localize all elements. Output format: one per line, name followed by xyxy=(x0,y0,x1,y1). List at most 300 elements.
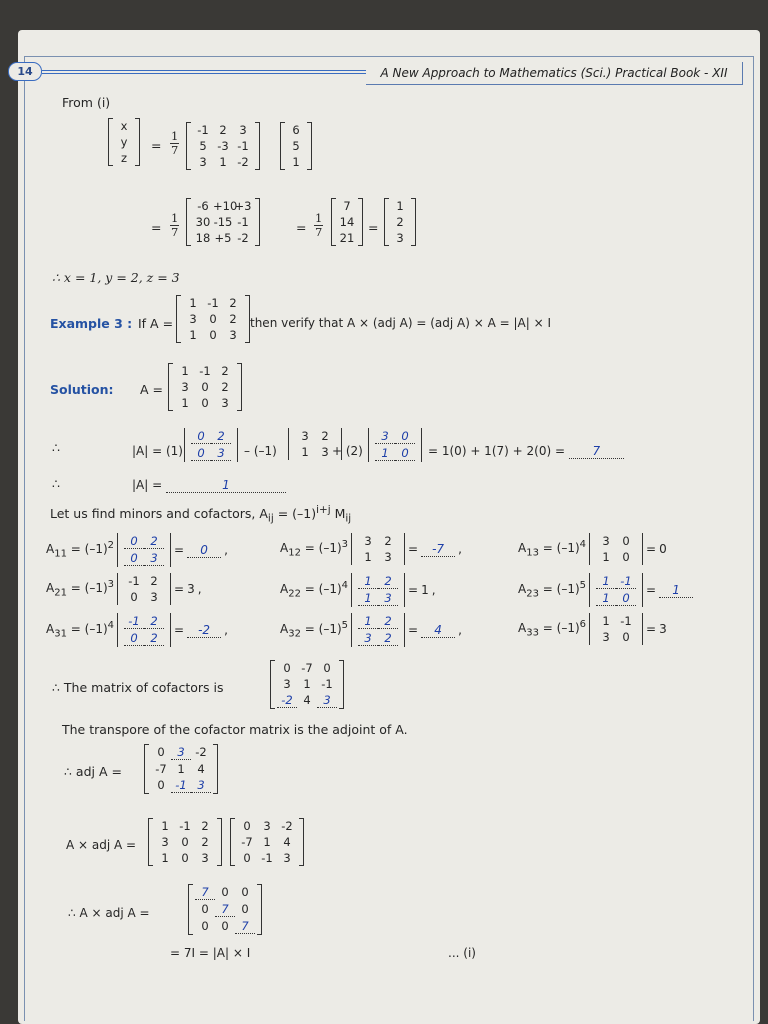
matrix-cell: 0 xyxy=(181,835,189,849)
cofactor-sign: = (–1) xyxy=(66,542,108,557)
matrix-grid xyxy=(231,818,303,866)
cofactor-power: 3 xyxy=(107,579,115,591)
det-final-value: 1 xyxy=(166,478,286,493)
matrix-cell: 0 xyxy=(124,551,144,566)
vector-xyz xyxy=(108,118,140,166)
det-lhs: |A| = (1) xyxy=(132,444,183,458)
cofactor-symbol: A xyxy=(46,581,55,596)
cofactor-sign: = (–1) xyxy=(300,622,342,637)
matrix-cell: 18 xyxy=(195,231,211,245)
matrix-grid xyxy=(189,884,261,935)
matrix-cell: 6 xyxy=(292,123,300,137)
cofactor-index: 12 xyxy=(288,547,301,559)
minor-grid xyxy=(590,573,642,607)
cofactor-entry xyxy=(280,533,462,565)
matrix-cell: -2 xyxy=(237,155,249,169)
matrix-cell: 3 xyxy=(602,534,610,548)
minor-grid xyxy=(590,533,642,565)
adj-label: ∴ adj A = xyxy=(64,764,122,779)
result-vector xyxy=(384,198,416,246)
coefficient-matrix xyxy=(186,122,260,170)
matrix-cell: 0 xyxy=(395,429,415,444)
matrix-cell: 3 xyxy=(364,534,372,548)
matrix-grid xyxy=(187,198,259,246)
minor-grid xyxy=(352,613,404,647)
minor-grid xyxy=(118,573,170,605)
minor-grid xyxy=(352,573,404,607)
cofactor-symbol: A xyxy=(280,582,289,597)
matrix-grid xyxy=(187,122,259,170)
matrix-cell: 14 xyxy=(339,215,355,229)
matrix-cell: 4 xyxy=(197,762,205,776)
cofactor-minor xyxy=(117,613,171,647)
fraction-denominator: 7 xyxy=(171,143,179,157)
equals-sign: = xyxy=(151,138,162,153)
matrix-cell: 0 xyxy=(209,328,217,342)
matrix-cell: 3 xyxy=(321,445,329,459)
matrix-cell: 3 xyxy=(358,631,378,646)
cofactor-sign: = (–1) xyxy=(300,541,342,556)
matrix-cell: 2 xyxy=(219,123,227,137)
det-mid-2: + (2) xyxy=(332,444,363,458)
matrix-cell: 3 xyxy=(191,778,211,793)
matrix-a xyxy=(148,818,222,866)
adjoint-matrix xyxy=(144,744,218,794)
matrix-cell: 0 xyxy=(323,661,331,675)
minors-intro-mid: = (–1) xyxy=(273,506,317,522)
separator-comma: , xyxy=(458,623,462,637)
matrix-cell: 0 xyxy=(221,885,229,899)
cofactor-symbol: A xyxy=(46,542,55,557)
matrix-cell: +10 xyxy=(213,199,238,213)
fraction xyxy=(170,212,179,239)
header-rule xyxy=(42,70,382,71)
matrix-cell: 3 xyxy=(317,693,337,708)
equals-sign: = xyxy=(646,622,657,636)
matrix-cell: 2 xyxy=(221,364,229,378)
det-mid-1: – (–1) xyxy=(244,444,277,458)
therefore-symbol: ∴ xyxy=(52,476,60,491)
matrix-cell: 2 xyxy=(201,819,209,833)
matrix-cell: 1 xyxy=(189,296,197,310)
matrix-cell: +5 xyxy=(214,231,232,245)
equals-sign: = xyxy=(646,542,657,556)
matrix-cell: 1 xyxy=(358,591,378,606)
cofactor-label xyxy=(280,620,348,639)
cofactor-label xyxy=(280,580,348,599)
matrix-cell: 2 xyxy=(144,534,164,549)
matrix-cell: 1 xyxy=(596,591,616,606)
cofactor-entry xyxy=(280,613,462,647)
cofactor-label xyxy=(518,539,586,558)
matrix-cell: 2 xyxy=(211,429,231,444)
separator-comma: , xyxy=(458,542,462,556)
matrix-cell: 1 xyxy=(602,550,610,564)
matrix-cell: 0 xyxy=(201,919,209,933)
cofactor-value: -7 xyxy=(421,542,455,557)
cofactor-value: 3 xyxy=(659,622,667,636)
matrix-cell: -1 xyxy=(321,677,333,691)
solution-label: Solution: xyxy=(50,382,114,397)
matrix-cell: 7 xyxy=(195,885,215,900)
cofactor-matrix xyxy=(270,660,344,709)
from-label: From (i) xyxy=(62,95,111,110)
matrix-cell: 0 xyxy=(124,631,144,646)
header-rule-2 xyxy=(42,73,382,74)
minors-intro-sup: i+j xyxy=(316,504,331,516)
matrix-cell: 5 xyxy=(199,139,207,153)
matrix-cell: 0 xyxy=(221,919,229,933)
constant-vector xyxy=(280,122,312,170)
cofactor-entry xyxy=(518,613,667,645)
matrix-cell: +3 xyxy=(234,199,252,213)
matrix-cell: -2 xyxy=(277,693,297,708)
equals-sign: = xyxy=(408,623,419,637)
cofactor-label xyxy=(518,580,586,599)
fraction-numerator: 1 xyxy=(315,211,323,225)
matrix-cell: 0 xyxy=(157,778,165,792)
matrix-cell: 2 xyxy=(378,631,398,646)
matrix-cell: 3 xyxy=(283,677,291,691)
matrix-cell: -1 xyxy=(128,574,140,588)
matrix-cell: 2 xyxy=(150,574,158,588)
matrix-cell: -1 xyxy=(207,296,219,310)
example-statement: then verify that A × (adj A) = (adj A) × A = |A| × I xyxy=(250,316,552,330)
a-equals-label: A = xyxy=(140,382,163,397)
matrix-cell: -3 xyxy=(217,139,229,153)
cofactor-entry xyxy=(280,573,436,607)
cofactor-symbol: A xyxy=(46,622,55,637)
matrix-cell: 21 xyxy=(339,231,355,245)
equals-sign: = xyxy=(408,583,419,597)
matrix-cell: -7 xyxy=(155,762,167,776)
matrix-cell: 3 xyxy=(602,630,610,644)
cofactor-minor xyxy=(117,573,171,605)
matrix-cell: 2 xyxy=(144,631,164,646)
matrix-cell: -1 xyxy=(199,364,211,378)
matrix-cell: 3 xyxy=(199,155,207,169)
minor-grid xyxy=(352,533,404,565)
matrix-cell: 0 xyxy=(283,661,291,675)
matrix-grid xyxy=(109,118,139,166)
matrix-cell: 2 xyxy=(321,429,329,443)
matrix-cell: 0 xyxy=(124,534,144,549)
minor-grid xyxy=(118,533,170,567)
matrix-cell: 2 xyxy=(221,380,229,394)
matrix-cell: -6 xyxy=(197,199,209,213)
equals-sign: = xyxy=(408,542,419,556)
matrix-cell: 1 xyxy=(358,614,378,629)
matrix-cell: 3 xyxy=(301,429,309,443)
matrix-cell: -1 xyxy=(237,139,249,153)
equals-sign: = xyxy=(646,583,657,597)
matrix-cell: -1 xyxy=(171,778,191,793)
matrix-cell: 1 xyxy=(263,835,271,849)
cofactor-index: 33 xyxy=(526,627,539,639)
cofactor-minor xyxy=(589,573,643,607)
matrix-cell: 1 xyxy=(181,364,189,378)
matrix-cell: 3 xyxy=(144,551,164,566)
matrix-cell: 0 xyxy=(622,630,630,644)
matrix-cell: 3 xyxy=(239,123,247,137)
matrix-cell: 3 xyxy=(396,231,404,245)
fraction-numerator: 1 xyxy=(171,211,179,225)
matrix-cell: 3 xyxy=(375,429,395,444)
matrix-cell: 1 xyxy=(161,851,169,865)
matrix-cell: -2 xyxy=(237,231,249,245)
matrix-cell: -15 xyxy=(213,215,233,229)
example-matrix xyxy=(176,295,250,343)
matrix-cell: -2 xyxy=(195,745,207,759)
cofactor-minor xyxy=(589,613,643,645)
matrix-cell: 3 xyxy=(201,851,209,865)
cofactor-value: 4 xyxy=(421,623,455,638)
matrix-cell: 1 xyxy=(292,155,300,169)
matrix-cell: 0 xyxy=(181,851,189,865)
cofactor-sign: = (–1) xyxy=(538,541,580,556)
cofactor-symbol: A xyxy=(518,582,527,597)
cofactor-power: 6 xyxy=(579,619,587,631)
matrix-cell: 3 xyxy=(384,550,392,564)
matrix-cell: 0 xyxy=(130,590,138,604)
matrix-cell: 3 xyxy=(263,819,271,833)
matrix-cell: 0 xyxy=(243,851,251,865)
cofactor-index: 31 xyxy=(54,628,67,640)
matrix-cell: 2 xyxy=(378,614,398,629)
adjoint-statement: The transpore of the cofactor matrix is the adjoint of A. xyxy=(62,722,408,737)
matrix-cell: 0 xyxy=(616,591,636,606)
matrix-cell: 1 xyxy=(375,446,395,461)
matrix-grid xyxy=(385,198,415,246)
product-label-2: ∴ A × adj A = xyxy=(68,906,150,920)
matrix-cell: y xyxy=(120,135,128,149)
cofactor-minor xyxy=(351,573,405,607)
cofactor-power: 5 xyxy=(341,620,349,632)
page-number: 14 xyxy=(8,62,42,81)
cofactor-entry xyxy=(46,533,228,567)
cofactor-sign: = (–1) xyxy=(538,621,580,636)
matrix-cell: 1 xyxy=(177,762,185,776)
matrix-cell: 1 xyxy=(396,199,404,213)
cofactor-label xyxy=(46,579,114,598)
separator-comma: , xyxy=(224,623,228,637)
matrix-cell: 3 xyxy=(171,745,191,760)
cofactor-symbol: A xyxy=(280,541,289,556)
matrix-cell: -2 xyxy=(281,819,293,833)
matrix-cell: 3 xyxy=(181,380,189,394)
matrix-cell: 0 xyxy=(622,534,630,548)
matrix-cell: 4 xyxy=(283,835,291,849)
matrix-cell: 1 xyxy=(301,445,309,459)
matrix-cell: 2 xyxy=(396,215,404,229)
matrix-cell: 2 xyxy=(229,312,237,326)
example-label: Example 3 : xyxy=(50,316,133,331)
minors-intro xyxy=(50,504,351,525)
cofactor-symbol: A xyxy=(518,621,527,636)
cofactor-index: 13 xyxy=(526,547,539,559)
matrix-cell: -1 xyxy=(179,819,191,833)
matrix-cell: 2 xyxy=(201,835,209,849)
fraction-denominator: 7 xyxy=(315,225,323,239)
matrix-cell: 3 xyxy=(161,835,169,849)
matrix-cell: 3 xyxy=(378,591,398,606)
matrix-grid xyxy=(169,363,241,411)
solution-line: ∴ x = 1, y = 2, z = 3 xyxy=(52,270,180,285)
matrix-cell: 7 xyxy=(235,919,255,934)
matrix-cell: 7 xyxy=(215,902,235,917)
det-minor-1 xyxy=(184,428,238,462)
cofactor-sign: = (–1) xyxy=(66,581,108,596)
cofactor-symbol: A xyxy=(518,541,527,556)
matrix-cell: -1 xyxy=(261,851,273,865)
matrix-cell: 0 xyxy=(241,885,249,899)
matrix-cell: 2 xyxy=(144,614,164,629)
det-rhs-value: 7 xyxy=(569,444,624,459)
minors-intro-end: M xyxy=(330,506,346,522)
matrix-grid xyxy=(177,295,249,343)
matrix-cell: 3 xyxy=(189,312,197,326)
cofactor-symbol: A xyxy=(280,622,289,637)
solution-matrix xyxy=(168,363,242,411)
matrix-cell: 0 xyxy=(201,396,209,410)
cofactor-power: 4 xyxy=(341,580,349,592)
matrix-cell: 0 xyxy=(191,429,211,444)
matrix-cell: 2 xyxy=(229,296,237,310)
matrix-cell: 3 xyxy=(221,396,229,410)
matrix-cell: 0 xyxy=(209,312,217,326)
cofactor-power: 3 xyxy=(341,539,349,551)
equals-sign: = xyxy=(174,543,185,557)
matrix-cell: 4 xyxy=(303,693,311,707)
matrix-cell: 1 xyxy=(181,396,189,410)
matrix-cell: -1 xyxy=(197,123,209,137)
matrix-cell: 0 xyxy=(243,819,251,833)
matrix-cell: 5 xyxy=(292,139,300,153)
cofactor-entry xyxy=(46,613,228,647)
separator-comma: , xyxy=(224,543,228,557)
fraction-numerator: 1 xyxy=(171,129,179,143)
cofactor-value: 0 xyxy=(659,542,667,556)
matrix-grid xyxy=(185,428,237,462)
cofactor-value: 1 xyxy=(659,583,693,598)
cofactor-power: 4 xyxy=(579,539,587,551)
equals-sign: = xyxy=(174,623,185,637)
result-matrix xyxy=(188,884,262,935)
matrix-cell: 0 xyxy=(241,902,249,916)
cofactor-index: 22 xyxy=(288,588,301,600)
cofactor-label: ∴ The matrix of cofactors is xyxy=(52,680,224,695)
matrix-cell: -1 xyxy=(616,574,636,589)
cofactor-sign: = (–1) xyxy=(538,582,580,597)
cofactor-value: 3 xyxy=(187,582,195,596)
matrix-cell: 3 xyxy=(211,446,231,461)
cofactor-power: 5 xyxy=(579,580,587,592)
det-final-label: |A| = xyxy=(132,478,163,492)
equals-sign: = xyxy=(368,220,379,235)
if-a-label: If A = xyxy=(138,316,174,331)
minor-grid xyxy=(590,613,642,645)
matrix-cell: 1 xyxy=(303,677,311,691)
equals-sign: = xyxy=(296,220,307,235)
matrix-cell: z xyxy=(120,151,128,165)
matrix-cell: 1 xyxy=(364,550,372,564)
minors-intro-end-sub: ij xyxy=(345,512,352,525)
cofactor-value: 1 xyxy=(421,583,429,597)
cofactor-power: 4 xyxy=(107,620,115,632)
cofactor-label xyxy=(46,620,114,639)
matrix-grid xyxy=(369,428,421,462)
cofactor-minor xyxy=(117,533,171,567)
matrix-cell: 3 xyxy=(150,590,158,604)
matrix-grid xyxy=(145,744,217,794)
cofactor-entry xyxy=(46,573,202,605)
cofactor-value: 0 xyxy=(187,543,221,558)
matrix-cell: -7 xyxy=(241,835,253,849)
cofactor-index: 11 xyxy=(54,548,67,560)
matrix-cell: 2 xyxy=(378,574,398,589)
matrix-cell: 0 xyxy=(157,745,165,759)
cofactor-sign: = (–1) xyxy=(300,582,342,597)
book-title: A New Approach to Mathematics (Sci.) Practical Book - XII xyxy=(366,62,743,85)
matrix-cell: 1 xyxy=(596,574,616,589)
det-rhs xyxy=(428,444,624,459)
cofactor-label xyxy=(46,540,114,559)
product-label: A × adj A = xyxy=(66,838,137,852)
cofactor-minor xyxy=(351,533,405,565)
det-minor-3 xyxy=(368,428,422,462)
minor-grid xyxy=(118,613,170,647)
equals-sign: = xyxy=(151,220,162,235)
det-final xyxy=(132,478,286,493)
matrix-cell: 0 xyxy=(201,380,209,394)
equals-sign: = xyxy=(174,582,185,596)
sum-vector xyxy=(331,198,363,246)
cofactor-label xyxy=(518,619,586,638)
matrix-cell: -7 xyxy=(301,661,313,675)
minors-intro-sub: ij xyxy=(267,512,274,525)
matrix-cell: 3 xyxy=(229,328,237,342)
matrix-cell: -1 xyxy=(237,215,249,229)
matrix-cell: 2 xyxy=(384,534,392,548)
matrix-cell: 30 xyxy=(195,215,211,229)
cofactor-index: 23 xyxy=(526,588,539,600)
cofactor-sign: = (–1) xyxy=(66,622,108,637)
matrix-grid xyxy=(271,660,343,709)
fraction xyxy=(170,130,179,157)
fraction xyxy=(314,212,323,239)
cofactor-entry xyxy=(518,533,667,565)
matrix-cell: 1 xyxy=(219,155,227,169)
product-matrix xyxy=(186,198,260,246)
therefore-symbol: ∴ xyxy=(52,440,60,455)
matrix-cell: 3 xyxy=(283,851,291,865)
matrix-cell: -1 xyxy=(620,614,632,628)
matrix-cell: 1 xyxy=(189,328,197,342)
minors-intro-text: Let us find minors and cofactors, A xyxy=(50,506,268,522)
cofactor-value: -2 xyxy=(187,623,221,638)
matrix-grid xyxy=(281,122,311,170)
book-page xyxy=(18,30,760,1024)
separator-comma: , xyxy=(197,582,202,596)
equation-ref: ... (i) xyxy=(448,946,476,960)
det-rhs-text: = 1(0) + 1(7) + 2(0) = xyxy=(428,444,566,458)
cofactor-entry xyxy=(518,573,693,607)
matrix-cell: x xyxy=(120,119,128,133)
matrix-grid xyxy=(332,198,362,246)
cofactor-index: 21 xyxy=(54,587,67,599)
cofactor-power: 2 xyxy=(107,540,115,552)
final-equation: = 7I = |A| × I xyxy=(170,946,251,960)
